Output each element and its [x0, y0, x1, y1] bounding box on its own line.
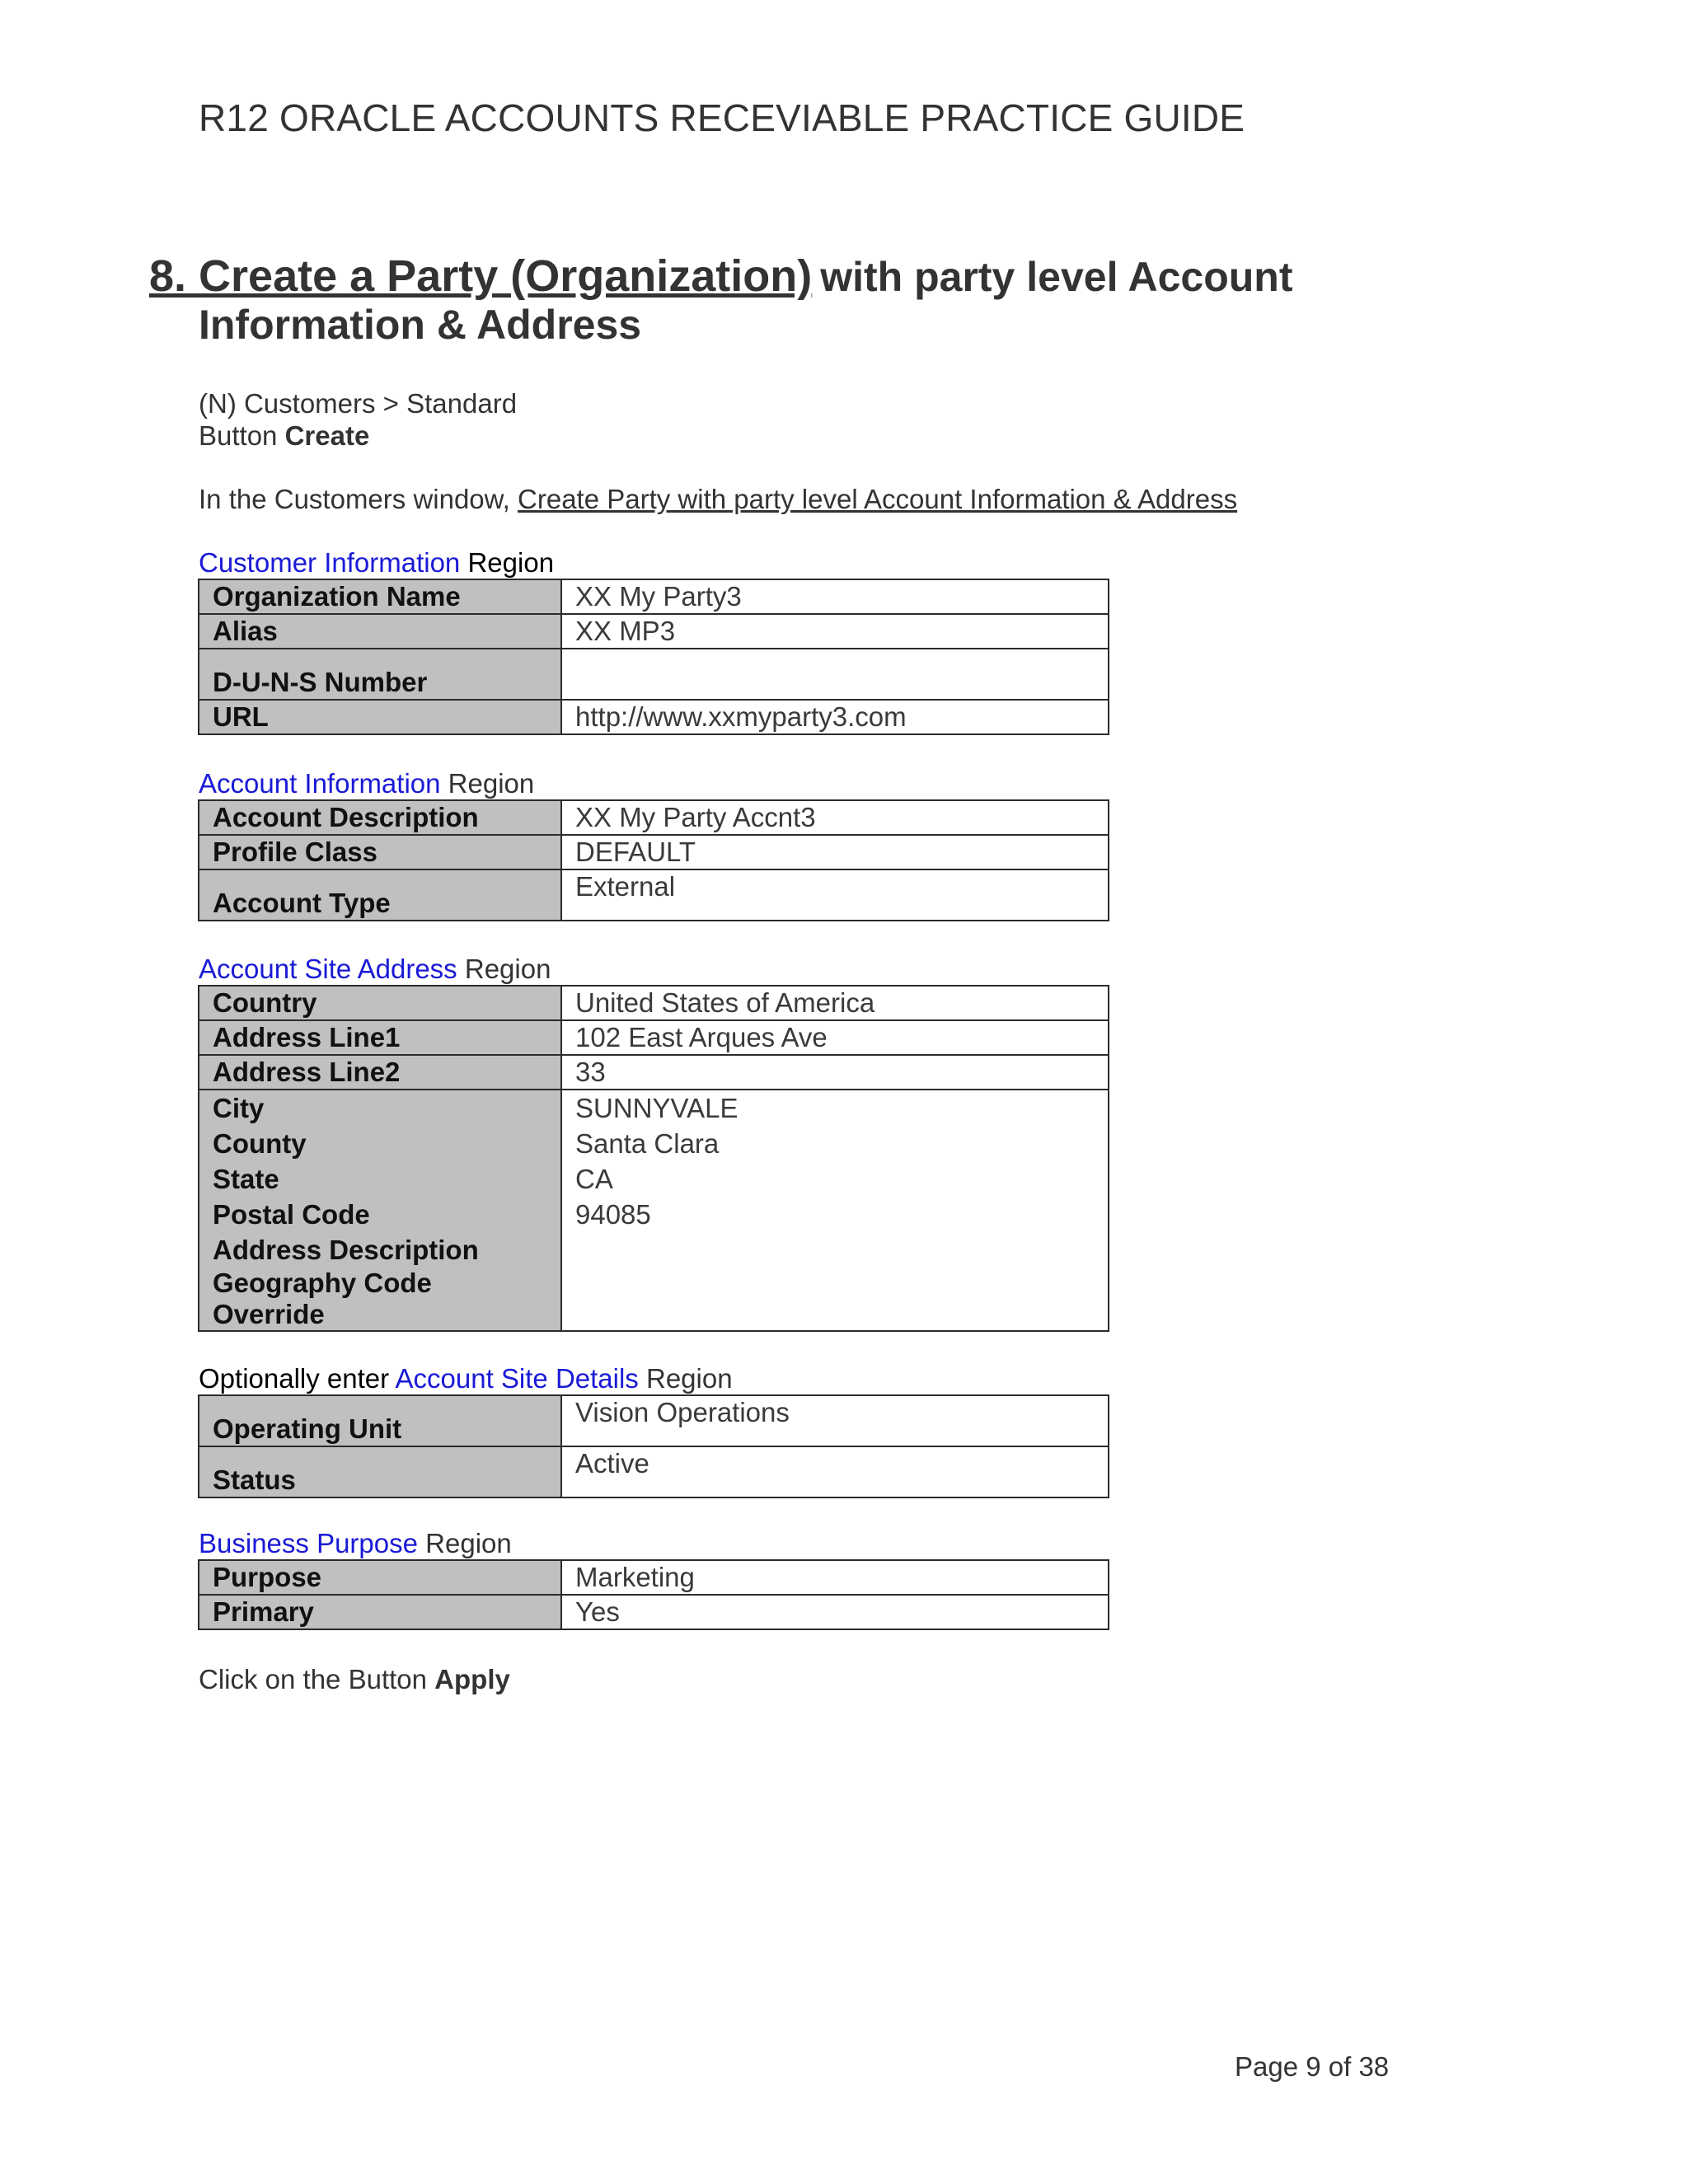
table-row — [199, 614, 1109, 649]
city-value: SUNNYVALE — [575, 1093, 738, 1123]
business-purpose-region-name: Business Purpose — [199, 1528, 418, 1558]
table-row — [199, 1560, 1109, 1595]
account-information-region-heading — [199, 767, 534, 800]
organization-name-value: XX My Party3 — [561, 579, 1109, 614]
account-site-details-region-name: Account Site Details — [395, 1363, 639, 1394]
address-line1-value: 102 East Arques Ave — [561, 1020, 1109, 1055]
section-title — [149, 252, 1386, 349]
purpose-label: Purpose — [199, 1560, 561, 1595]
account-information-table — [198, 799, 1109, 921]
final-step-prefix: Click on the Button — [199, 1664, 427, 1694]
table-row — [199, 700, 1109, 734]
account-site-details-table — [198, 1394, 1109, 1498]
account-site-details-region-suffix: Region — [645, 1363, 733, 1394]
url-value: http://www.xxmyparty3.com — [561, 700, 1109, 734]
customer-information-region-name: Customer Information — [199, 547, 461, 578]
account-description-label: Account Description — [199, 800, 561, 835]
table-row — [199, 1090, 1109, 1331]
account-site-details-prefix: Optionally enter — [199, 1363, 390, 1394]
final-step-line — [199, 1663, 510, 1696]
business-purpose-table — [198, 1559, 1109, 1630]
account-type-label-cell — [199, 869, 561, 921]
country-value: United States of America — [561, 986, 1109, 1020]
navigation-path: (N) Customers > Standard — [199, 388, 518, 419]
section-number-title: 8. Create a Party (Organization) — [149, 251, 813, 301]
geography-code-label: Geography Code — [213, 1268, 432, 1298]
table-row — [199, 649, 1109, 700]
table-row — [199, 1595, 1109, 1629]
country-label: Country — [199, 986, 561, 1020]
address-details-values — [561, 1090, 1109, 1331]
table-row — [199, 1446, 1109, 1497]
table-row — [199, 986, 1109, 1020]
apply-button-name: Apply — [434, 1664, 510, 1694]
address-line2-label: Address Line2 — [199, 1055, 561, 1090]
alias-label: Alias — [199, 614, 561, 649]
primary-label: Primary — [199, 1595, 561, 1629]
customer-information-region-heading — [199, 546, 554, 579]
page-number: Page 9 of 38 — [1235, 2051, 1390, 2082]
section-title-rest: with party level Account — [820, 254, 1293, 300]
address-description-label: Address Description — [213, 1235, 479, 1265]
table-row — [199, 1055, 1109, 1090]
profile-class-label: Profile Class — [199, 835, 561, 869]
operating-unit-label-cell — [199, 1395, 561, 1446]
address-details-labels — [199, 1090, 561, 1331]
address-line2-value: 33 — [561, 1055, 1109, 1090]
county-value: Santa Clara — [575, 1128, 720, 1159]
account-description-value: XX My Party Accnt3 — [561, 800, 1109, 835]
primary-value: Yes — [561, 1595, 1109, 1629]
organization-name-label: Organization Name — [199, 579, 561, 614]
table-row — [199, 869, 1109, 921]
create-button-name: Create — [284, 420, 370, 451]
section-title-line2: Information & Address — [199, 302, 642, 348]
duns-number-label: D-U-N-S Number — [213, 667, 428, 697]
document-header: R12 ORACLE ACCOUNTS RECEVIABLE PRACTICE GUIDE — [199, 96, 1245, 139]
status-label-cell — [199, 1446, 561, 1497]
business-purpose-region-heading — [199, 1527, 512, 1560]
navigation-button-line — [199, 419, 369, 452]
business-purpose-region-suffix: Region — [425, 1528, 512, 1558]
instruction-line — [199, 483, 1237, 516]
status-label: Status — [213, 1465, 296, 1495]
instruction-prefix: In the Customers window, — [199, 484, 510, 514]
account-information-region-suffix: Region — [448, 768, 535, 799]
operating-unit-value-cell — [561, 1395, 1109, 1446]
url-label: URL — [199, 700, 561, 734]
account-site-address-region-suffix: Region — [464, 954, 551, 984]
duns-number-value — [561, 649, 1109, 700]
profile-class-value: DEFAULT — [561, 835, 1109, 869]
override-label: Override — [213, 1299, 325, 1329]
navigation-button-prefix: Button — [199, 420, 278, 451]
county-label: County — [213, 1128, 307, 1159]
address-line1-label: Address Line1 — [199, 1020, 561, 1055]
account-site-address-region-heading — [199, 953, 551, 986]
table-row — [199, 1395, 1109, 1446]
account-site-address-table — [198, 985, 1109, 1332]
table-row — [199, 835, 1109, 869]
status-value: Active — [561, 1446, 1109, 1497]
duns-number-label-cell — [199, 649, 561, 700]
customer-information-table — [198, 579, 1109, 735]
table-row — [199, 1020, 1109, 1055]
instruction-link: Create Party with party level Account Information & Address — [518, 484, 1238, 514]
account-site-address-region-name: Account Site Address — [199, 954, 457, 984]
postal-code-label: Postal Code — [213, 1199, 370, 1230]
account-type-value: External — [561, 869, 1109, 921]
customer-information-region-suffix: Region — [467, 547, 555, 578]
table-row — [199, 800, 1109, 835]
state-value: CA — [575, 1164, 613, 1194]
operating-unit-label: Operating Unit — [213, 1413, 402, 1444]
account-information-region-name: Account Information — [199, 768, 441, 799]
account-type-label: Account Type — [213, 888, 391, 918]
postal-code-value: 94085 — [575, 1199, 651, 1230]
city-label: City — [213, 1093, 265, 1123]
operating-unit-value: Vision Operations — [575, 1397, 790, 1427]
alias-value: XX MP3 — [561, 614, 1109, 649]
table-row — [199, 579, 1109, 614]
purpose-value: Marketing — [561, 1560, 1109, 1595]
account-site-details-region-heading — [199, 1362, 733, 1395]
state-label: State — [213, 1164, 279, 1194]
